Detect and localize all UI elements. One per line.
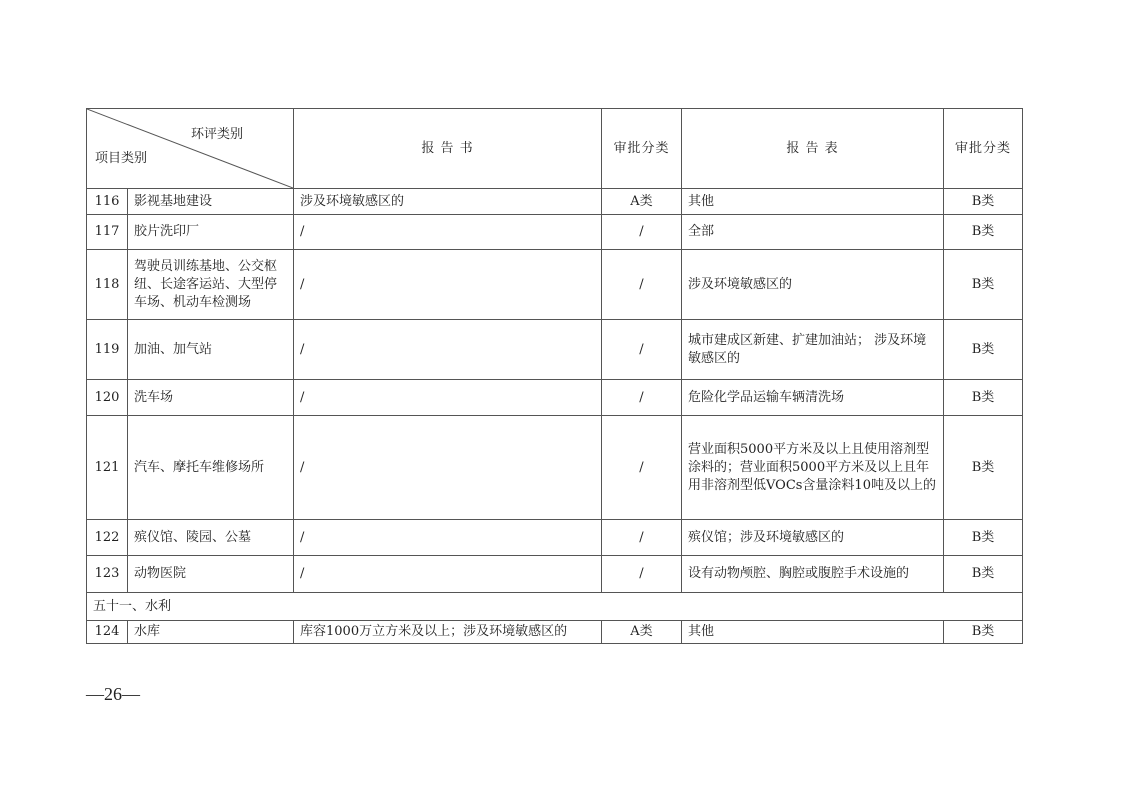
project-name: 影视基地建设 <box>128 189 294 215</box>
report-form-criteria: 营业面积5000平方米及以上且使用溶剂型涂料的；营业面积5000平方米及以上且年用非溶剂型低VOCs含量涂料10吨及以上的 <box>682 416 944 520</box>
form-approval-class: B类 <box>944 215 1023 250</box>
report-book-criteria: / <box>294 520 602 556</box>
header-env-category: 环评类别 <box>190 127 243 142</box>
table-row <box>87 621 1023 644</box>
row-number: 116 <box>87 189 128 215</box>
report-form-criteria: 危险化学品运输车辆清洗场 <box>682 380 944 416</box>
book-approval-class: / <box>602 380 682 416</box>
table-row <box>87 215 1023 250</box>
row-number: 119 <box>87 320 128 380</box>
table-row <box>87 320 1023 380</box>
project-name: 殡仪馆、陵园、公墓 <box>128 520 294 556</box>
book-approval-class: / <box>602 416 682 520</box>
project-name: 水库 <box>128 621 294 644</box>
section-row <box>87 593 1023 621</box>
report-form-criteria: 其他 <box>682 189 944 215</box>
diagonal-line <box>87 109 293 188</box>
table-row <box>87 520 1023 556</box>
book-approval-class: A类 <box>602 189 682 215</box>
table-row <box>87 556 1023 593</box>
book-approval-class: A类 <box>602 621 682 644</box>
book-approval-class: / <box>602 320 682 380</box>
row-number: 120 <box>87 380 128 416</box>
book-approval-class: / <box>602 556 682 593</box>
row-number: 118 <box>87 250 128 320</box>
report-book-criteria: / <box>294 380 602 416</box>
header-approval-class-1: 审批分类 <box>602 109 682 189</box>
header-report-form: 报 告 表 <box>682 109 944 189</box>
book-approval-class: / <box>602 520 682 556</box>
project-name: 洗车场 <box>128 380 294 416</box>
table-row <box>87 380 1023 416</box>
report-book-criteria: / <box>294 215 602 250</box>
form-approval-class: B类 <box>944 250 1023 320</box>
report-book-criteria: 涉及环境敏感区的 <box>294 189 602 215</box>
form-approval-class: B类 <box>944 189 1023 215</box>
form-approval-class: B类 <box>944 556 1023 593</box>
page-number: —26— <box>86 684 140 704</box>
project-name: 驾驶员训练基地、公交枢纽、长途客运站、大型停车场、机动车检测场 <box>128 250 294 320</box>
row-number: 117 <box>87 215 128 250</box>
report-form-criteria: 殡仪馆；涉及环境敏感区的 <box>682 520 944 556</box>
report-book-criteria: / <box>294 250 602 320</box>
report-book-criteria: 库容1000万立方米及以上；涉及环境敏感区的 <box>294 621 602 644</box>
report-form-criteria: 设有动物颅腔、胸腔或腹腔手术设施的 <box>682 556 944 593</box>
report-book-criteria: / <box>294 416 602 520</box>
report-form-criteria: 其他 <box>682 621 944 644</box>
project-name: 汽车、摩托车维修场所 <box>128 416 294 520</box>
book-approval-class: / <box>602 215 682 250</box>
form-approval-class: B类 <box>944 621 1023 644</box>
classification-table <box>86 108 1023 644</box>
form-approval-class: B类 <box>944 380 1023 416</box>
book-approval-class: / <box>602 250 682 320</box>
project-name: 动物医院 <box>128 556 294 593</box>
table-row <box>87 416 1023 520</box>
report-book-criteria: / <box>294 320 602 380</box>
project-name: 加油、加气站 <box>128 320 294 380</box>
table-header-row <box>87 109 1023 189</box>
report-form-criteria: 涉及环境敏感区的 <box>682 250 944 320</box>
row-number: 123 <box>87 556 128 593</box>
row-number: 122 <box>87 520 128 556</box>
row-number: 124 <box>87 621 128 644</box>
form-approval-class: B类 <box>944 320 1023 380</box>
form-approval-class: B类 <box>944 416 1023 520</box>
header-project-category: 项目类别 <box>95 151 148 166</box>
section-title: 五十一、水利 <box>87 593 1023 621</box>
project-name: 胶片洗印厂 <box>128 215 294 250</box>
table-row <box>87 189 1023 215</box>
header-approval-class-2: 审批分类 <box>944 109 1023 189</box>
report-form-criteria: 城市建成区新建、扩建加油站； 涉及环境敏感区的 <box>682 320 944 380</box>
form-approval-class: B类 <box>944 520 1023 556</box>
report-form-criteria: 全部 <box>682 215 944 250</box>
diagonal-header-cell <box>87 109 294 189</box>
table-row <box>87 250 1023 320</box>
report-book-criteria: / <box>294 556 602 593</box>
row-number: 121 <box>87 416 128 520</box>
header-report-book: 报 告 书 <box>294 109 602 189</box>
